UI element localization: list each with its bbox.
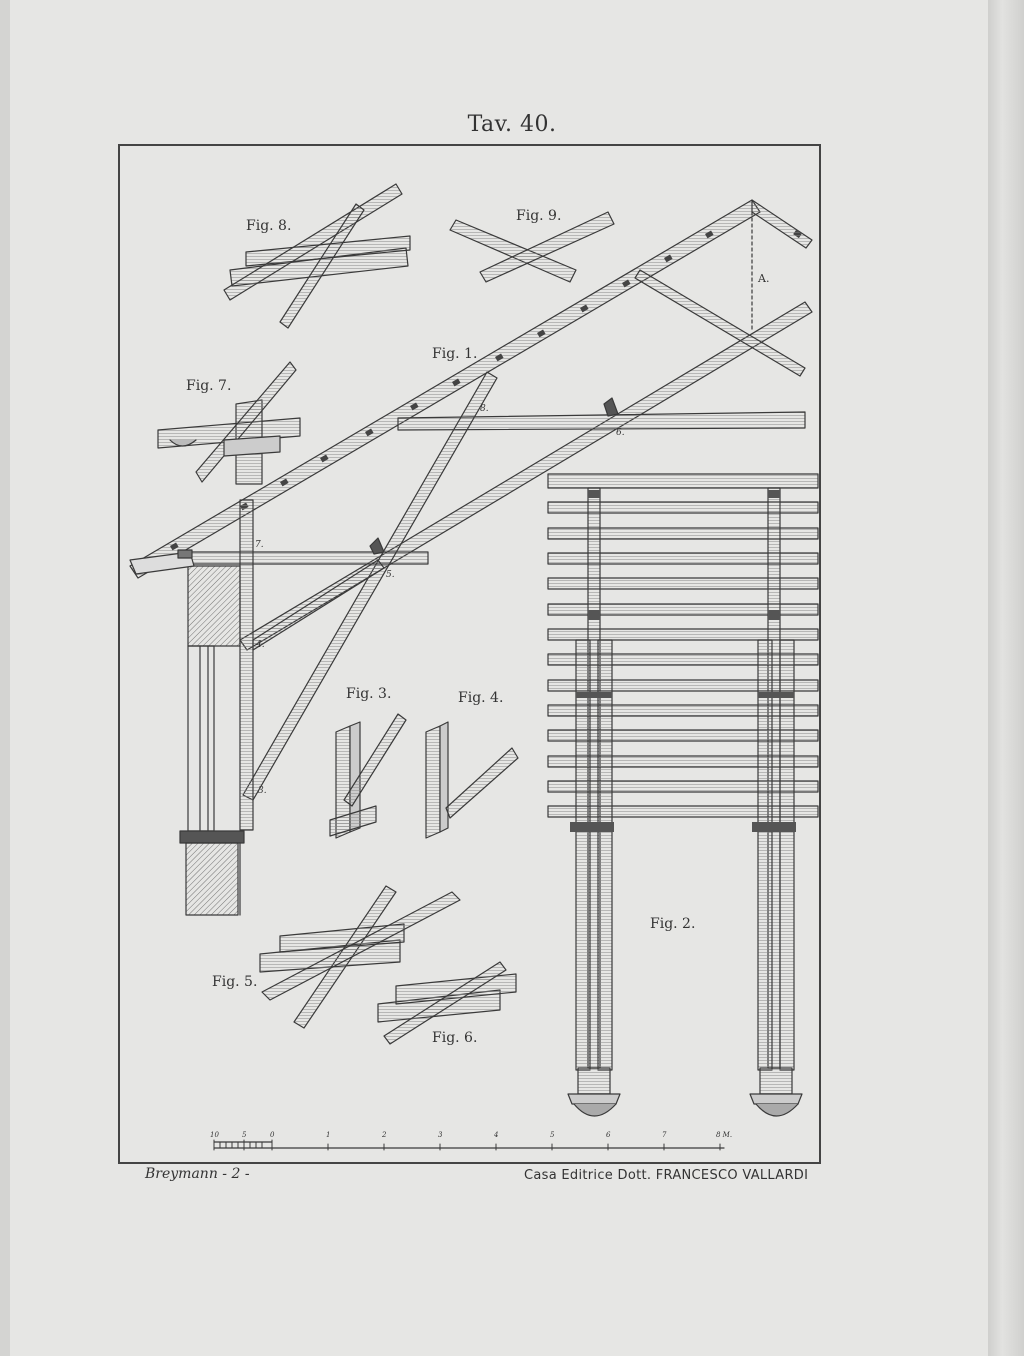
- scale-bar: [214, 1140, 724, 1150]
- annotation-8: 8.: [480, 404, 489, 414]
- fig3-label: Fig. 3.: [346, 686, 392, 702]
- fig4-label: Fig. 4.: [458, 690, 504, 706]
- publisher-credit: Casa Editrice Dott. FRANCESCO VALLARDI: [524, 1168, 809, 1183]
- scale-tick: 7: [662, 1131, 667, 1139]
- fig9-label: Fig. 9.: [516, 208, 562, 224]
- scale-tick: 0: [270, 1131, 275, 1139]
- annotation-3: 3.: [258, 786, 267, 796]
- scale-tick: 5: [550, 1131, 555, 1139]
- scale-tick: 3: [438, 1131, 443, 1139]
- fig8-joint: [224, 184, 410, 328]
- scale-tick: 8 M.: [716, 1131, 733, 1139]
- fig8-label: Fig. 8.: [246, 218, 292, 234]
- fig1-label: Fig. 1.: [432, 346, 478, 362]
- scale-tick: 6: [606, 1131, 611, 1139]
- scale-tick: 5: [242, 1131, 247, 1139]
- fig2-label: Fig. 2.: [650, 916, 696, 932]
- scale-tick: 10: [210, 1131, 219, 1139]
- annotation-7: 7.: [255, 540, 264, 550]
- scale-tick: 4: [494, 1131, 499, 1139]
- scale-tick: 1: [326, 1131, 331, 1139]
- plate-title: Tav. 40.: [467, 112, 557, 137]
- fig3-joint: [330, 714, 406, 838]
- annotation-a: A.: [758, 272, 770, 285]
- author-credit: Breymann - 2 -: [145, 1166, 250, 1182]
- annotation-6: 6.: [616, 428, 625, 438]
- fig6-label: Fig. 6.: [432, 1030, 478, 1046]
- fig2-elevation: [548, 474, 818, 1116]
- scale-tick: 2: [382, 1131, 387, 1139]
- fig7-label: Fig. 7.: [186, 378, 232, 394]
- fig4-joint: [426, 722, 518, 838]
- annotation-5: 5.: [386, 570, 395, 580]
- annotation-4: 4.: [256, 640, 265, 650]
- fig5-label: Fig. 5.: [212, 974, 258, 990]
